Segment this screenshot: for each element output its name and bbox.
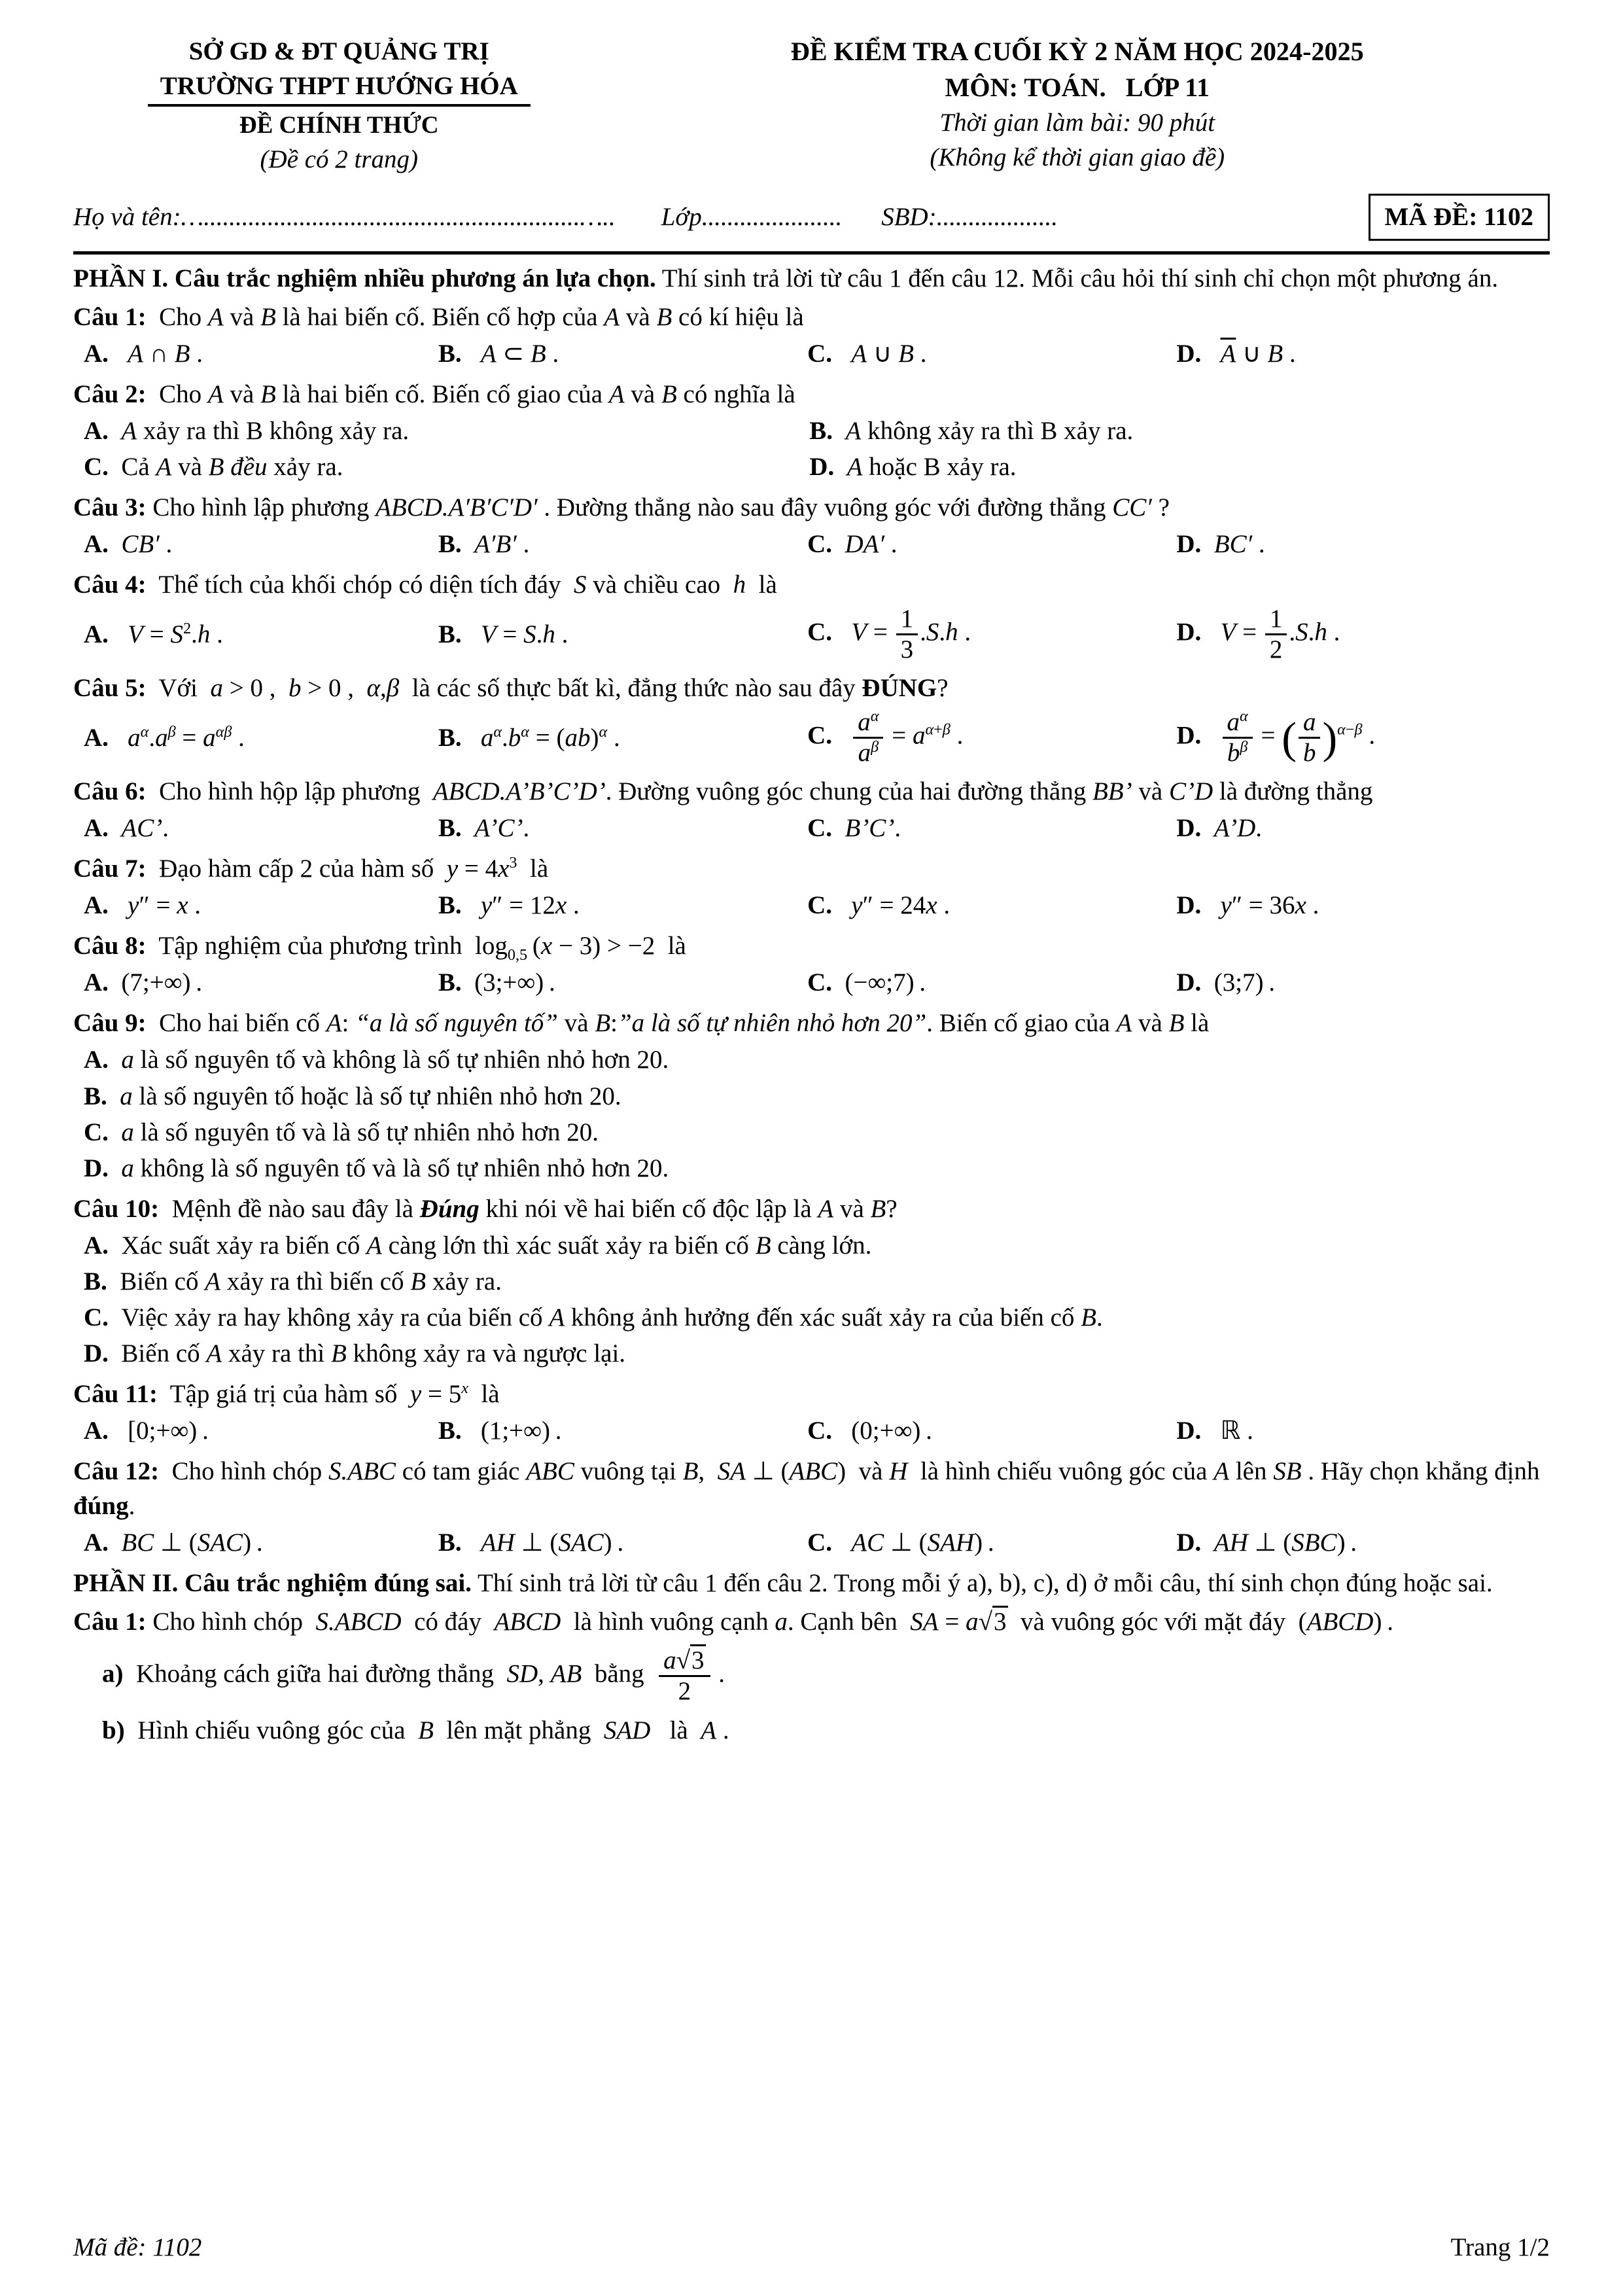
answer-option: B. (3;+∞) . <box>438 968 555 997</box>
exam-subject: MÔN: TOÁN. LỚP 11 <box>945 72 1210 102</box>
answer-options <box>73 887 1550 923</box>
question <box>73 774 1550 846</box>
answer-options <box>73 1227 1550 1371</box>
answer-option: A. a là số nguyên tố và không là số tự nhiên nhỏ hơn 20. <box>84 1046 669 1074</box>
answer-option: B. A không xảy ra thì B xảy ra. <box>809 416 1134 445</box>
answer-option: A. $V = S^2.h$ . <box>84 619 223 648</box>
page-footer <box>73 2230 1550 2265</box>
statement-item: a) Khoảng cách giữa hai đường thẳng SD, AB bằng $\frac{a√3}{2}$ . <box>102 1646 1550 1706</box>
part1-title: PHẦN I. Câu trắc nghiệm nhiều phương án lựa chọn. Thí sinh trả lời từ câu 1 đến câu 12. Mỗi câu hỏi thí sinh chỉ chọn một phương án. <box>73 264 1499 292</box>
question <box>73 1006 1550 1186</box>
answer-option: D. AH ⊥ (SBC) . <box>1176 1528 1357 1557</box>
header-left <box>73 34 605 177</box>
answer-option: C. A ∪ B . <box>807 339 927 368</box>
answer-option: C. a là số nguyên tố và là số tự nhiên nhỏ hơn 20. <box>84 1118 599 1146</box>
question-stem: Câu 2: Cho A và B là hai biến cố. Biến cố giao của A và B có nghĩa là <box>73 380 795 408</box>
question <box>73 1192 1550 1371</box>
header <box>73 34 1550 177</box>
part2-title: PHẦN II. Câu trắc nghiệm đúng sai. Thí sinh trả lời từ câu 1 đến câu 2. Trong mỗi ý a), b), c), d) ở mỗi câu, thí sinh chọn đúng hoặc sai. <box>73 1568 1493 1597</box>
answer-options <box>73 603 1550 665</box>
question <box>73 1377 1550 1449</box>
answer-options <box>73 810 1550 846</box>
answer-option: A. Xác suất xảy ra biến cố A càng lớn thì xác suất xảy ra biến cố B càng lớn. <box>84 1231 872 1260</box>
school-underline <box>148 104 531 107</box>
answer-option: B. A’C’. <box>438 814 530 843</box>
question <box>73 851 1550 923</box>
question <box>73 490 1550 562</box>
answer-option: A. [0;+∞) . <box>84 1416 209 1445</box>
school-name: TRƯỜNG THPT HƯỚNG HÓA <box>160 72 518 101</box>
footer-exam-code: Mã đề: 1102 <box>73 2233 202 2261</box>
part1-questions <box>73 300 1550 1561</box>
answer-option: B. AH ⊥ (SAC) . <box>438 1528 624 1557</box>
answer-option: D. A’D. <box>1176 814 1263 843</box>
answer-option: C. Việc xảy ra hay không xảy ra của biến cố A không ảnh hưởng đến xác suất xảy ra của biến cố B. <box>84 1303 1103 1332</box>
answer-option: A. y″ = x . <box>84 891 201 920</box>
answer-option: D. Biến cố A xảy ra thì B không xảy ra và ngược lại. <box>84 1339 626 1368</box>
answer-option: B. Biến cố A xảy ra thì biến cố B xảy ra. <box>84 1267 502 1296</box>
answer-option: A. AC’. <box>84 814 169 843</box>
answer-option: B. A′B′ . <box>438 529 530 558</box>
answer-option: D. $\frac{a^\alpha}{b^\beta}$ = ( $\frac{a}{b}$ )$^{\alpha-\beta}$ . <box>1176 707 1376 768</box>
question-stem: Câu 8: Tập nghiệm của phương trình $\log_{0,5} (x - 3) > -2$ là <box>73 932 686 964</box>
question-stem: Câu 7: Đạo hàm cấp 2 của hàm số $y = 4x^3$ là <box>73 854 549 883</box>
answer-option: D. V = $\frac{1}{2}$ .S.h . <box>1176 604 1340 663</box>
question <box>73 671 1550 769</box>
answer-options <box>73 336 1550 372</box>
answer-option: C. (0;+∞) . <box>807 1416 932 1445</box>
footer-page-number: Trang 1/2 <box>1450 2233 1550 2261</box>
question-stem: Câu 1: Cho A và B là hai biến cố. Biến cố hợp của A và B có kí hiệu là <box>73 302 804 331</box>
question <box>73 300 1550 372</box>
answer-option: A. BC ⊥ (SAC) . <box>84 1528 263 1557</box>
answer-option: C. (−∞;7) . <box>807 968 926 997</box>
exam-note: (Không kể thời gian giao đề) <box>930 143 1225 172</box>
answer-option: D. a không là số nguyên tố và là số tự nhiên nhỏ hơn 20. <box>84 1154 669 1182</box>
answer-option: D. y″ = 36x . <box>1176 891 1319 920</box>
answer-option: B. V = S.h . <box>438 620 568 648</box>
question <box>73 377 1550 485</box>
question <box>73 567 1550 665</box>
answer-option: C. $\frac{a^\alpha}{a^\beta}$ = $a^{\alpha+\beta}$ . <box>807 707 964 768</box>
answer-options <box>73 1042 1550 1186</box>
answer-options <box>73 707 1550 769</box>
answer-option: C. y″ = 24x . <box>807 891 951 920</box>
answer-option: B. (1;+∞) . <box>438 1416 562 1445</box>
answer-option: B. y″ = 12x . <box>438 891 580 920</box>
answer-option: B. $a^\alpha.b^\alpha = (ab)^\alpha$ . <box>438 723 620 752</box>
department-name: SỞ GD & ĐT QUẢNG TRỊ <box>188 37 489 65</box>
question-stem: Câu 11: Tập giá trị của hàm số $y = 5^x$ là <box>73 1379 500 1408</box>
question-stem: Câu 10: Mệnh đề nào sau đây là Đúng khi nói về hai biến cố độc lập là A và B? <box>73 1194 898 1223</box>
answer-option: D. $\overline{A}$ ∪ B . <box>1176 339 1296 368</box>
question-stem: Câu 6: Cho hình hộp lập phương ABCD.A’B’C’D’. Đường vuông góc chung của hai đường thẳng BB’ và C’D là đường thẳng <box>73 777 1373 806</box>
header-divider <box>73 251 1550 255</box>
answer-option: D. A hoặc B xảy ra. <box>809 452 1017 481</box>
header-right <box>605 34 1550 175</box>
answer-options <box>73 526 1550 562</box>
question <box>73 1454 1550 1561</box>
answer-option: C. Cả A và B đều xảy ra. <box>84 452 343 481</box>
exam-code-box: MÃ ĐỀ: 1102 <box>1369 194 1550 240</box>
pages-note: (Đề có 2 trang) <box>260 145 419 174</box>
official-exam-label: ĐỀ CHÍNH THỨC <box>239 112 439 139</box>
answer-options <box>73 413 1550 485</box>
exam-duration: Thời gian làm bài: 90 phút <box>939 109 1215 137</box>
answer-option: B. a là số nguyên tố hoặc là số tự nhiên nhỏ hơn 20. <box>84 1082 621 1110</box>
answer-option: A. CB′ . <box>84 529 173 558</box>
answer-option: C. DA′ . <box>807 529 898 558</box>
question-stem: Câu 5: Với a > 0 , b > 0 , α,β là các số thực bất kì, đẳng thức nào sau đây ĐÚNG? <box>73 674 949 702</box>
exam-title: ĐỀ KIỂM TRA CUỐI KỲ 2 NĂM HỌC 2024-2025 <box>790 37 1364 66</box>
question <box>73 928 1550 1000</box>
answer-option: D. ℝ . <box>1176 1416 1253 1445</box>
question-stem: Câu 4: Thể tích của khối chóp có diện tích đáy S và chiều cao h là <box>73 570 777 599</box>
answer-options <box>73 1525 1550 1561</box>
answer-option: C. V = $\frac{1}{3}$ .S.h . <box>807 604 971 663</box>
answer-option: D. (3;7) . <box>1176 968 1276 997</box>
answer-option: D. BC′ . <box>1176 529 1265 558</box>
question-stem: Câu 1: Cho hình chóp S.ABCD có đáy ABCD là hình vuông cạnh a. Cạnh bên SA = a√3 và vuông góc với mặt đáy (ABCD) . <box>73 1604 1550 1639</box>
student-info-line <box>73 194 1550 240</box>
student-fields: Họ và tên:…...........................................................….. Lớp...................... SBD:................... <box>73 203 1058 232</box>
answer-option: A. A xảy ra thì B không xảy ra. <box>84 416 410 445</box>
question-stem: Câu 3: Cho hình lập phương ABCD.A′B′C′D′ . Đường thẳng nào sau đây vuông góc với đường thẳng CC′ ? <box>73 493 1170 521</box>
statement-item: b) Hình chiếu vuông góc của B lên mặt phẳng SAD là A . <box>102 1716 729 1745</box>
answer-option: B. A ⊂ B . <box>438 339 559 368</box>
part2-questions <box>73 1604 1550 1748</box>
answer-option: A. (7;+∞) . <box>84 968 203 997</box>
answer-option: C. AC ⊥ (SAH) . <box>807 1528 994 1557</box>
answer-option: A. A ∩ B . <box>84 339 203 368</box>
question <box>73 1604 1550 1748</box>
question-stem: Câu 12: Cho hình chóp S.ABC có tam giác ABC vuông tại B, SA ⊥ (ABC) và H là hình chiếu vuông góc của A lên SB . Hãy chọn khẳng định đúng. <box>73 1457 1540 1520</box>
answer-options <box>73 964 1550 1000</box>
answer-option: C. B’C’. <box>807 814 901 843</box>
answer-options <box>73 1413 1550 1449</box>
answer-option: A. $a^\alpha.a^\beta = a^{\alpha\beta}$ . <box>84 723 245 752</box>
question-stem: Câu 9: Cho hai biến cố A: “a là số nguyên tố” và B:”a là số tự nhiên nhỏ hơn 20”. Biến cố giao của A và B là <box>73 1009 1210 1038</box>
